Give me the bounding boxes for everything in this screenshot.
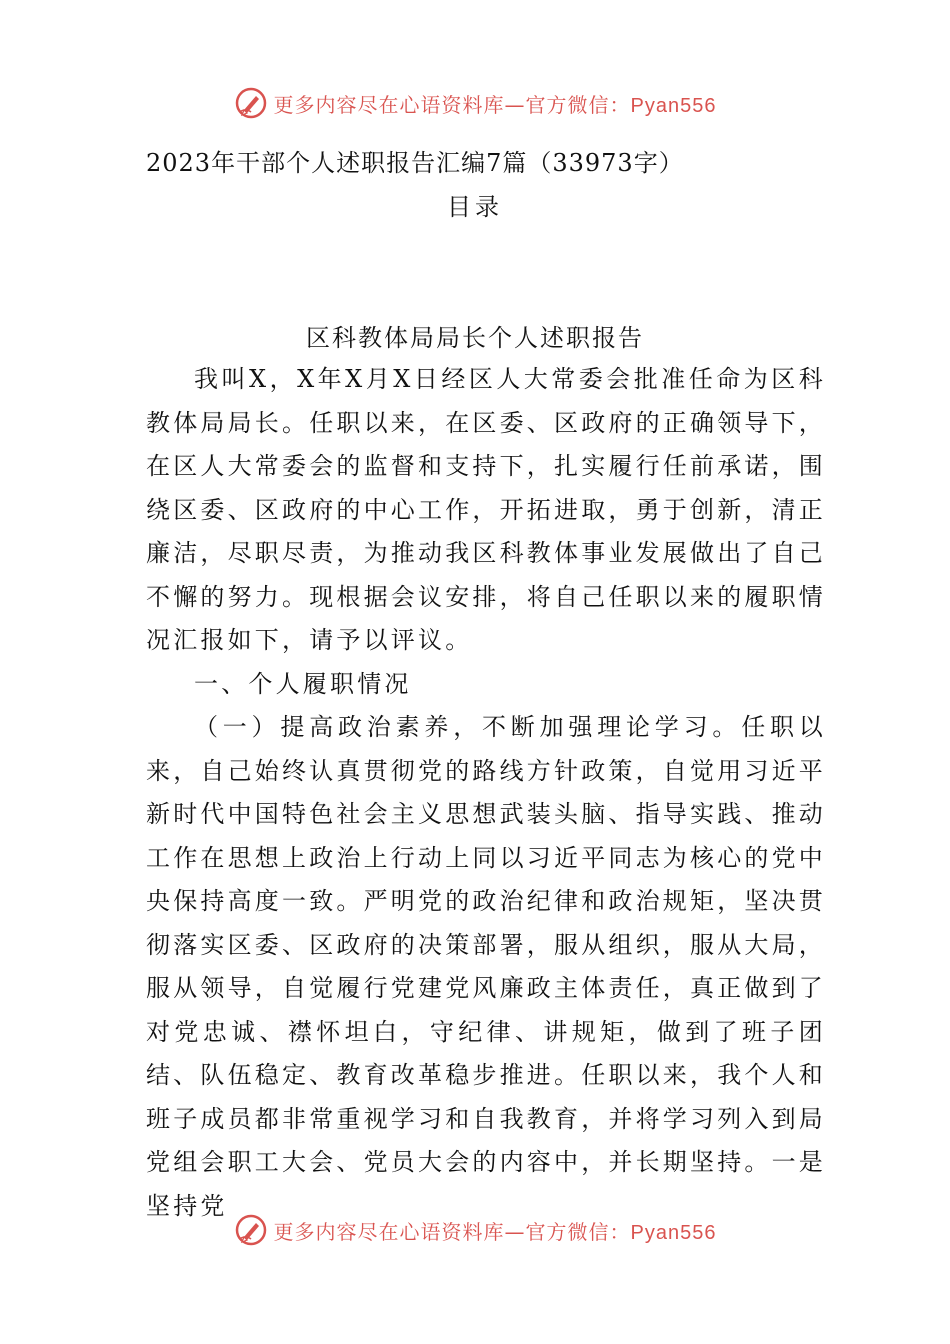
- watermark-text: [274, 1216, 717, 1245]
- watermark-bottom: [0, 1210, 950, 1250]
- watermark-suffix: 官方微信：: [525, 92, 631, 117]
- pen-logo-icon: [234, 86, 268, 120]
- watermark-brand: 更多内容尽在心语资料库: [273, 92, 505, 117]
- watermark-top: [0, 83, 950, 123]
- toc-heading: 目录: [447, 193, 503, 221]
- report-body: [146, 358, 826, 1228]
- watermark-wechat-id: Pyan556: [630, 1221, 717, 1244]
- watermark-separator: —: [504, 92, 526, 117]
- watermark-wechat-id: Pyan556: [630, 94, 717, 117]
- paragraph-political-study: （一）提高政治素养，不断加强理论学习。任职以来，自己始终认真贯彻党的路线方针政策，自觉用习近平新时代中国特色社会主义思想武装头脑、指导实践、推动工作在思想上政治上行动上同以习近平同志为核心的党中央保持高度一致。严明党的政治纪律和政治规矩，坚决贯彻落实区委、区政府的决策部署，服从组织，服从大局，服从领导，自觉履行党建党风廉政主体责任，真正做到了对党忠诚、襟怀坦白，守纪律、讲规矩，做到了班子团结、队伍稳定、教育改革稳步推进。任职以来，我个人和班子成员都非常重视学习和自我教育，并将学习列入到局党组会职工大会、党员大会的内容中，并长期坚持。一是坚持党: [146, 713, 826, 1220]
- watermark-brand: 更多内容尽在心语资料库: [273, 1219, 505, 1244]
- watermark-suffix: 官方微信：: [525, 1219, 631, 1244]
- paragraph-intro: 我叫X，X年X月X日经区人大常委会批准任命为区科教体局局长。任职以来，在区委、区政府的正确领导下，在区人大常委会的监督和支持下，扎实履行任前承诺，围绕区委、区政府的中心工作，开拓进取，勇于创新，清正廉洁，尽职尽责，为推动我区科教体事业发展做出了自己不懈的努力。现根据会议安排，将自己任职以来的履职情况汇报如下，请予以评议。: [146, 365, 826, 654]
- section-title: 区科教体局局长个人述职报告: [306, 324, 644, 352]
- watermark-text: [274, 89, 717, 118]
- pen-logo-icon: [234, 1213, 268, 1247]
- watermark-separator: —: [504, 1219, 526, 1244]
- document-title: 2023年干部个人述职报告汇编7篇（33973字）: [146, 149, 684, 177]
- paragraph-heading: 一、个人履职情况: [194, 669, 412, 698]
